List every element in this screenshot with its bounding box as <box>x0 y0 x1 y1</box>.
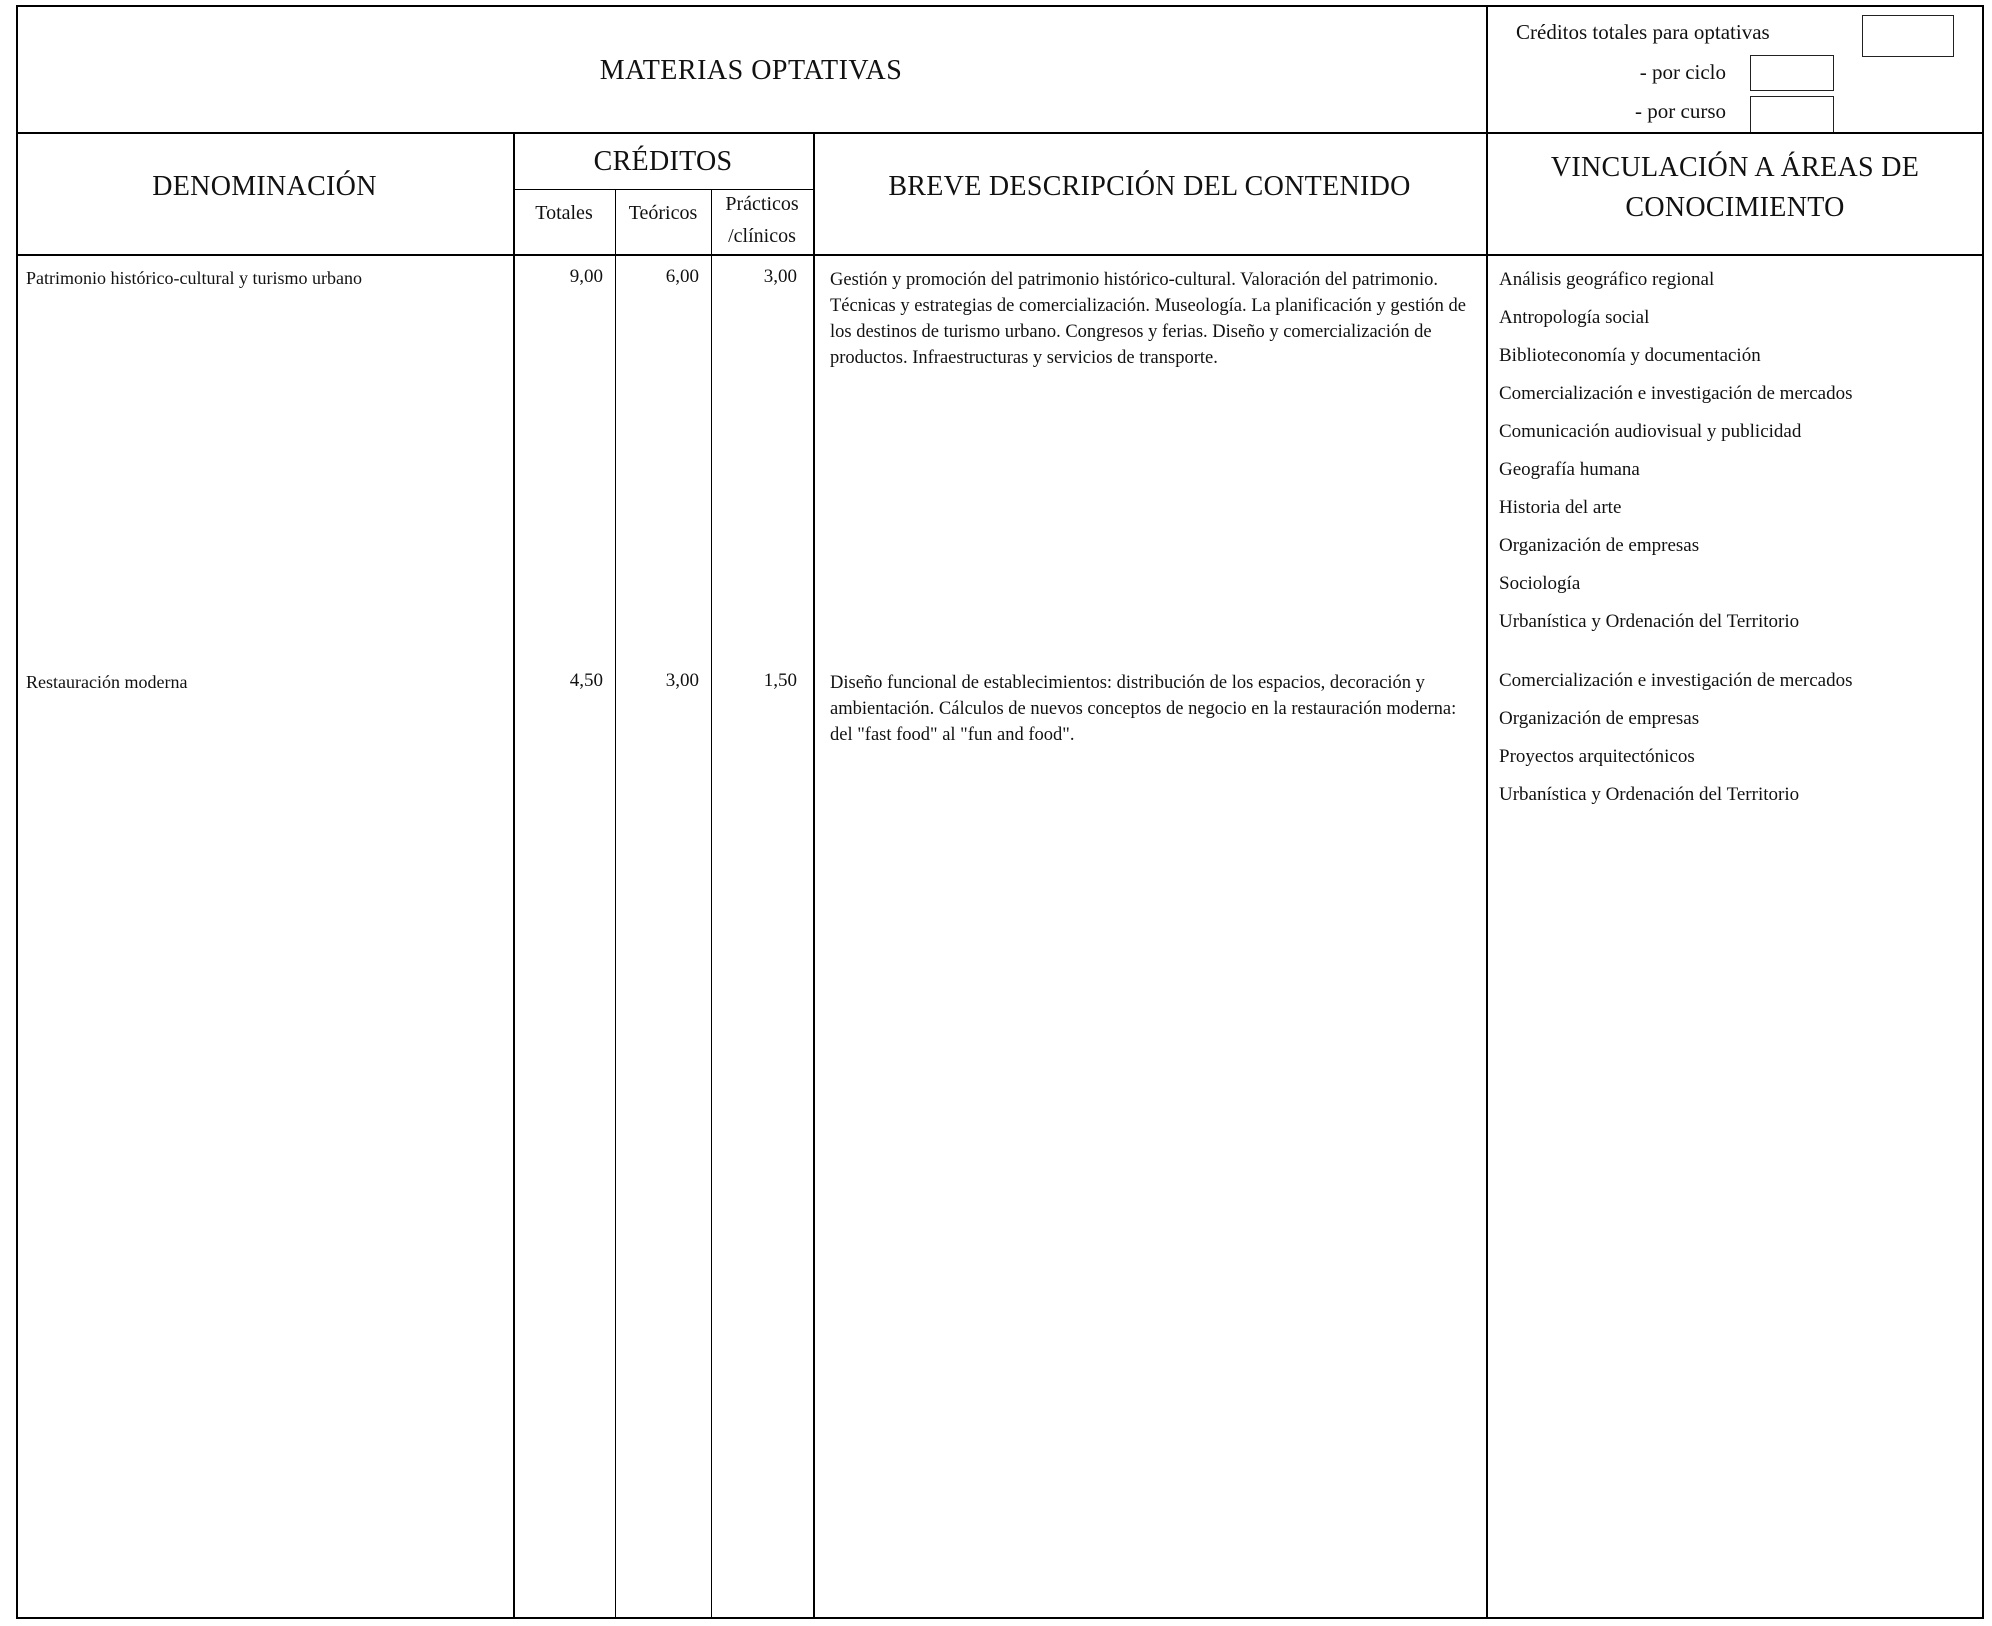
area-item: Geografía humana <box>1499 459 1640 480</box>
per-course-label: - por curso <box>1635 99 1726 123</box>
area-item: Comunicación audiovisual y publicidad <box>1499 421 1802 442</box>
row1-description: Gestión y promoción del patrimonio histórico-cultural. Valoración del patrimonio. Técnicas y estrategias de comercialización. Museología. La planificación y gestión de los destinos de turismo urbano. Congresos y ferias. Diseño y comercialización de productos. Infraestructuras y servicios de transporte. <box>830 270 1466 368</box>
col-divider-teoricos <box>711 189 712 1619</box>
area-item: Urbanística y Ordenación del Territorio <box>1499 611 1800 632</box>
area-item: Biblioteconomía y documentación <box>1499 345 1761 366</box>
area-item: Sociología <box>1499 573 1581 594</box>
area-item: Proyectos arquitectónicos <box>1499 746 1695 767</box>
per-cycle-box <box>1750 55 1834 91</box>
credits-total-label: Créditos totales para optativas <box>1516 20 1770 44</box>
col-header-denominacion: DENOMINACIÓN <box>152 171 377 202</box>
col-divider-totales <box>615 189 616 1619</box>
row1-practicos: 3,00 <box>763 266 797 287</box>
col-header-practicos-1: Prácticos <box>725 193 799 215</box>
area-item: Comercialización e investigación de mercados <box>1499 670 1853 691</box>
row1-name: Patrimonio histórico-cultural y turismo urbano <box>26 268 362 288</box>
col-header-teoricos: Teóricos <box>628 202 698 224</box>
row2-totales: 4,50 <box>569 670 603 691</box>
col-header-practicos-2: /clínicos <box>728 225 796 247</box>
row1-areas-list <box>1499 267 1852 647</box>
row2-name: Restauración moderna <box>26 672 188 692</box>
area-item: Comercialización e investigación de mercados <box>1499 383 1853 404</box>
area-item: Análisis geográfico regional <box>1499 269 1715 290</box>
area-item: Organización de empresas <box>1499 535 1700 556</box>
area-item: Antropología social <box>1499 307 1650 328</box>
col-header-totales: Totales <box>535 202 593 224</box>
col-header-creditos: CRÉDITOS <box>593 146 733 177</box>
row2-practicos: 1,50 <box>763 670 797 691</box>
credits-total-box <box>1862 15 1954 57</box>
col-header-vinculacion-1: VINCULACIÓN A ÁREAS DE <box>1550 152 1920 183</box>
page-title: MATERIAS OPTATIVAS <box>599 55 903 86</box>
area-item: Historia del arte <box>1499 497 1622 518</box>
row1-totales: 9,00 <box>569 266 603 287</box>
col-divider-creditos-right <box>813 132 815 1619</box>
column-header-divider <box>16 254 1984 256</box>
area-item: Organización de empresas <box>1499 708 1700 729</box>
creditos-subheader-divider <box>514 189 814 190</box>
row2-areas-list <box>1499 668 1852 820</box>
row1-teoricos: 6,00 <box>665 266 699 287</box>
header-divider <box>16 132 1984 134</box>
per-course-box <box>1750 96 1834 132</box>
col-header-vinculacion-2: CONOCIMIENTO <box>1625 192 1845 223</box>
col-header-descripcion: BREVE DESCRIPCIÓN DEL CONTENIDO <box>888 171 1411 202</box>
per-cycle-label: - por ciclo <box>1639 60 1726 84</box>
row2-teoricos: 3,00 <box>665 670 699 691</box>
area-item: Urbanística y Ordenación del Territorio <box>1499 784 1800 805</box>
col-divider-areas <box>1486 5 1488 1619</box>
row2-description: Diseño funcional de establecimientos: distribución de los espacios, decoración y ambientación. Cálculos de nuevos conceptos de negocio en la restauración moderna: del "fast food" al "fun and food". <box>830 673 1457 745</box>
col-divider-creditos-left <box>513 132 515 1619</box>
